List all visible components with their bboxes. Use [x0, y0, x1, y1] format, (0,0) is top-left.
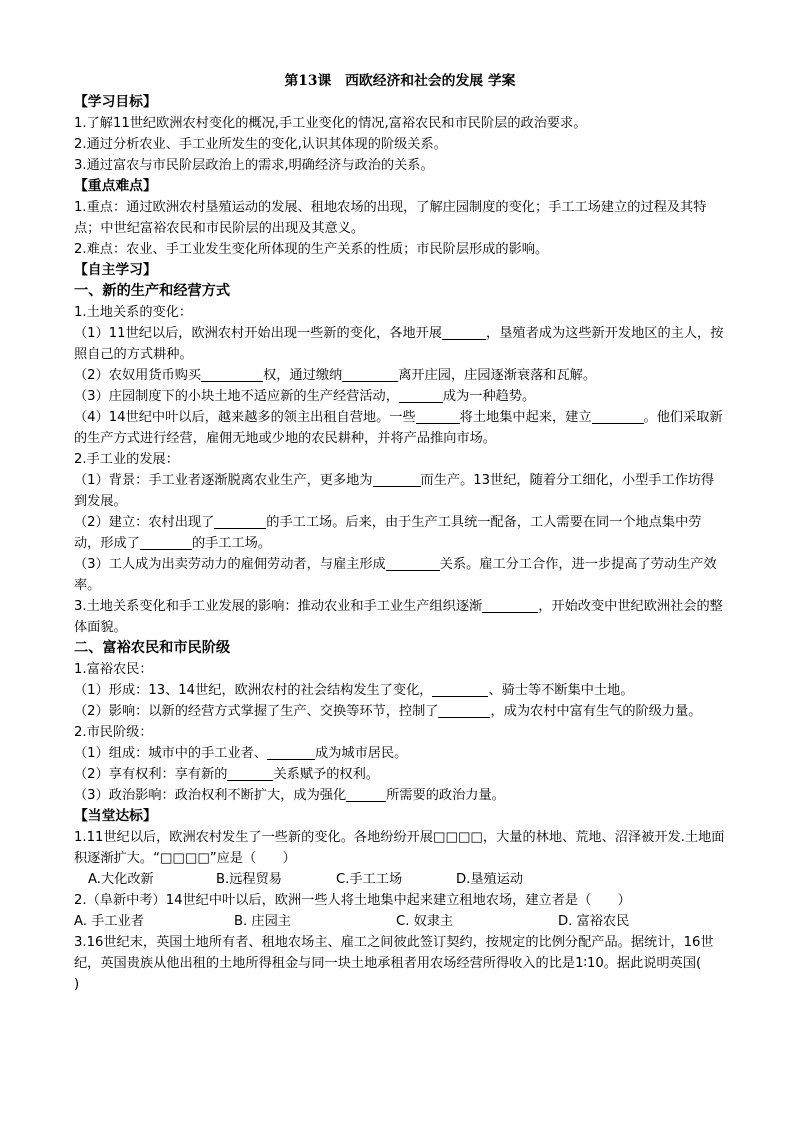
- part1-s1-item2: [74, 365, 726, 386]
- question-3: 3.16世纪末，英国土地所有者、租地农场主、雇工之间彼此签订契约，按规定的比例分配产品。据统计，16世纪，英国贵族从他出租的土地所得租金与同一块土地承租者用农场经营所得收入的比是1∶10。据此说明英国( ): [74, 935, 728, 992]
- part2-s1-item1: [74, 680, 726, 701]
- text: 关系。雇工分工合作，进一步提高了劳动生产效率。: [74, 557, 717, 593]
- text: 而生产。13世纪，随着分工细化，小型手工作坊得到发展。: [74, 473, 715, 509]
- part1-s2-item3: [74, 554, 726, 596]
- fill-blank[interactable]: [346, 787, 386, 802]
- text: （1）形成：13、14世纪，欧洲农村的社会结构发生了变化，: [74, 683, 433, 698]
- part1-title: 一、新的生产和经营方式: [74, 283, 231, 299]
- objective-3: 3.通过富农与市民阶层政治上的需求,明确经济与政治的关系。: [74, 158, 434, 173]
- option-d[interactable]: D. 富裕农民: [558, 914, 630, 929]
- text: 。他们采取新的生产方式进行经营，雇佣无地或少地的农民耕种，并将产品推向市场。: [74, 410, 723, 446]
- question-2-options: [74, 911, 726, 932]
- text: （1）背景：手工业者逐渐脱离农业生产，更多地为: [74, 473, 373, 488]
- part1-s3: [74, 596, 726, 638]
- text: ，开始改变中世纪欧洲社会的整体面貌。: [74, 599, 723, 635]
- text: （1）11世纪以后，欧洲农村开始出现一些新的变化，各地开展: [74, 326, 443, 341]
- fill-blank[interactable]: [140, 535, 192, 550]
- part1-s1-title: 1.土地关系的变化：: [74, 305, 193, 320]
- text: ，垦殖者成为这些新开发地区的主人，按照自己的方式耕种。: [74, 326, 724, 362]
- text: 成为一种趋势。: [442, 389, 536, 404]
- text: 的手工工场。: [191, 536, 272, 551]
- part1-s2-title: 2.手工业的发展：: [74, 452, 179, 467]
- text: （3）庄园制度下的小块土地不适应新的生产经营活动，: [74, 389, 399, 404]
- option-d[interactable]: D.垦殖运动: [456, 872, 524, 887]
- objective-2: 2.通过分析农业、手工业所发生的变化,认识其体现的阶级关系。: [74, 137, 447, 152]
- text: 的手工工场。后来，由于生产工具统一配备，工人需要在同一个地点集中劳动，形成了: [74, 515, 702, 551]
- fill-blank[interactable]: [214, 514, 266, 529]
- text: （1）组成：城市中的手工业者、: [74, 746, 268, 761]
- text: （2）影响：以新的经营方式掌握了生产、交换等环节，控制了: [74, 704, 439, 719]
- fill-blank[interactable]: [399, 388, 443, 403]
- part1-s1-item4: [74, 407, 726, 449]
- part2-title: 二、富裕农民和市民阶级: [74, 640, 231, 656]
- text: （2）享有权利：享有新的: [74, 767, 228, 782]
- option-a[interactable]: A. 手工业者: [74, 914, 144, 929]
- option-c[interactable]: C.手工工场: [336, 872, 403, 887]
- question-2: 2.（阜新中考）14世纪中叶以后，欧洲一些人将土地集中起来建立租地农场，建立者是（ ）: [74, 893, 631, 908]
- part1-s2-item1: [74, 470, 726, 512]
- part1-s1-item1: [74, 323, 726, 365]
- text: （2）农奴用货币购买: [74, 368, 202, 383]
- fill-blank[interactable]: [482, 598, 538, 613]
- fill-blank[interactable]: [442, 325, 486, 340]
- part1-s2-item2: [74, 512, 726, 554]
- objective-1: 1.了解11世纪欧洲农村变化的概况,手工业变化的情况,富裕农民和市民阶层的政治要求。: [74, 116, 587, 131]
- text: （3）工人成为出卖劳动力的雇佣劳动者，与雇主形成: [74, 557, 386, 572]
- question-1: 1.11世纪以后，欧洲农村发生了一些新的变化。各地纷纷开展□□□□，大量的林地、荒地、沼泽被开发.土地面积逐渐扩大。“□□□□”应是（ ）: [74, 830, 725, 866]
- text: 成为城市居民。: [315, 746, 408, 761]
- text: （3）政治影响：政治权利不断扩大，成为强化: [74, 788, 347, 803]
- text: 3.土地关系变化和手工业发展的影响：推动农业和手工业生产组织逐渐: [74, 599, 483, 614]
- text: 离开庄园，庄园逐渐衰落和瓦解。: [398, 368, 597, 383]
- part2-s2-title: 2.市民阶级：: [74, 725, 153, 740]
- text: 、骑士等不断集中土地。: [488, 683, 634, 698]
- fill-blank[interactable]: [373, 472, 421, 487]
- option-c[interactable]: C. 奴隶主: [396, 914, 454, 929]
- text: 将土地集中起来，建立: [459, 410, 592, 425]
- part2-s1-title: 1.富裕农民：: [74, 662, 153, 677]
- fill-blank[interactable]: [201, 367, 263, 382]
- objectives-header: 【学习目标】: [74, 94, 157, 110]
- option-b[interactable]: B. 庄园主: [234, 914, 291, 929]
- worksheet-page: [74, 70, 726, 995]
- part2-s2-item2: [74, 764, 726, 785]
- fill-blank[interactable]: [342, 367, 398, 382]
- text: 关系赋予的权利。: [273, 767, 379, 782]
- part1-s1-item3: [74, 386, 726, 407]
- fill-blank[interactable]: [438, 703, 490, 718]
- page-title: 第13课 西欧经济和社会的发展 学案: [284, 73, 516, 89]
- question-1-options: [74, 869, 726, 890]
- part2-s1-item2: [74, 701, 726, 722]
- fill-blank[interactable]: [386, 556, 440, 571]
- keypoint-1: 1.重点：通过欧洲农村垦殖运动的发展、租地农场的出现，了解庄园制度的变化；手工工场建立的过程及其特点；中世纪富裕农民和市民阶层的出现及其意义。: [74, 200, 707, 236]
- fill-blank[interactable]: [227, 766, 273, 781]
- text: ，成为农村中富有生气的阶级力量。: [490, 704, 702, 719]
- fill-blank[interactable]: [432, 682, 488, 697]
- text: （2）建立：农村出现了: [74, 515, 215, 530]
- keypoints-header: 【重点难点】: [74, 178, 157, 194]
- part2-s2-item3: [74, 785, 726, 806]
- option-a[interactable]: A.大化改新: [88, 872, 154, 887]
- text: 权，通过缴纳: [263, 368, 343, 383]
- fill-blank[interactable]: [592, 409, 644, 424]
- part2-s2-item1: [74, 743, 726, 764]
- keypoint-2: 2.难点：农业、手工业发生变化所体现的生产关系的性质；市民阶层形成的影响。: [74, 242, 549, 257]
- text: 所需要的政治力量。: [386, 788, 505, 803]
- option-b[interactable]: B.远程贸易: [216, 872, 282, 887]
- text: （4）14世纪中叶以后，越来越多的领主出租自营地。一些: [74, 410, 416, 425]
- selfstudy-header: 【自主学习】: [74, 262, 157, 278]
- practice-header: 【当堂达标】: [74, 808, 157, 824]
- fill-blank[interactable]: [416, 409, 460, 424]
- fill-blank[interactable]: [267, 745, 315, 760]
